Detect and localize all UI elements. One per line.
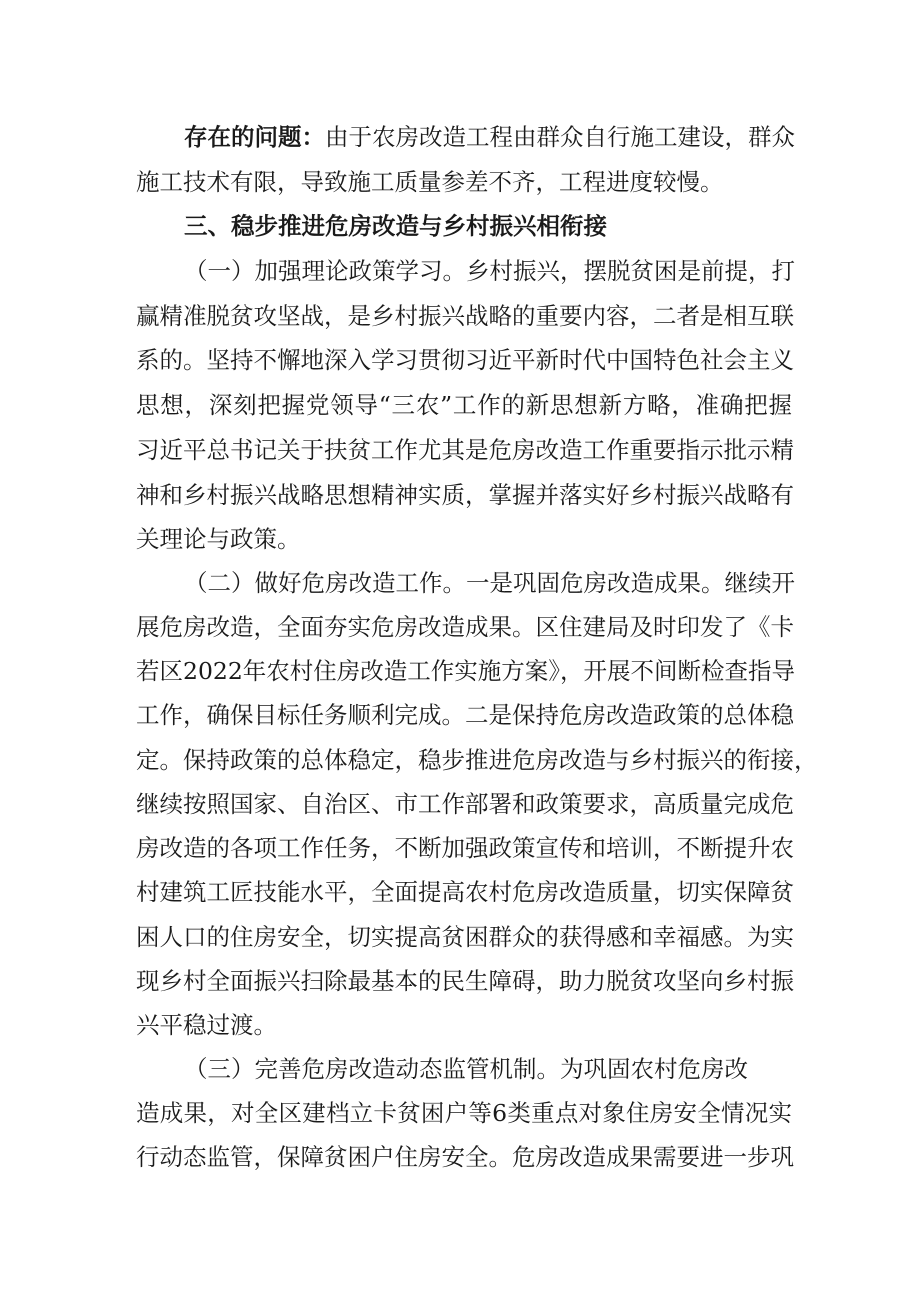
para3-line: 造成果，对全区建档立卡贫困户等6类重点对象住房安全情况实 (136, 1099, 792, 1127)
para2-line: 兴平稳过渡。 (136, 1011, 277, 1039)
section-heading: 三、稳步推进危房改造与乡村振兴相衔接 (184, 212, 607, 240)
para3-line: 行动态监管，保障贫困户住房安全。危房改造成果需要进一步巩 (136, 1143, 794, 1171)
para2-line: 现乡村全面振兴扫除最基本的民生障碍，助力脱贫攻坚向乡村振 (136, 967, 794, 995)
para1-line: 系的。坚持不懈地深入学习贯彻习近平新时代中国特色社会主义 (136, 346, 794, 374)
para2-line: 展危房改造，全面夯实危房改造成果。区住建局及时印发了《卡 (136, 613, 794, 641)
para1-line: 习近平总书记关于扶贫工作尤其是危房改造工作重要指示批示精 (136, 436, 794, 464)
para2-line: 若区2022年农村住房改造工作实施方案》，开展不间断检查指导 (136, 657, 796, 685)
para2-line: （二）做好危房改造工作。一是巩固危房改造成果。继续开 (184, 569, 795, 597)
para2-line: 继续按照国家、自治区、市工作部署和政策要求，高质量完成危 (136, 790, 794, 818)
para1-line: 关理论与政策。 (136, 525, 301, 553)
para2-line: 定。保持政策的总体稳定，稳步推进危房改造与乡村振兴的衔接， (136, 746, 818, 774)
problem-line-2: 施工技术有限，导致施工质量参差不齐，工程进度较慢。 (136, 168, 724, 196)
para1-line: 思想，深刻把握党领导“三农”工作的新思想新方略，准确把握 (136, 391, 792, 419)
para1-line: 赢精准脱贫攻坚战，是乡村振兴战略的重要内容，二者是相互联 (136, 302, 794, 330)
problem-text: 由于农房改造工程由群众自行施工建设，群众 (325, 123, 795, 151)
para1-line: （一）加强理论政策学习。乡村振兴，摆脱贫困是前提，打 (184, 257, 795, 285)
para1-line: 神和乡村振兴战略思想精神实质，掌握并落实好乡村振兴战略有 (136, 481, 794, 509)
para2-line: 工作，确保目标任务顺利完成。二是保持危房改造政策的总体稳 (136, 701, 794, 729)
para2-line: 困人口的住房安全，切实提高贫困群众的获得感和幸福感。为实 (136, 923, 794, 951)
para3-line: （三）完善危房改造动态监管机制。为巩固农村危房改 (184, 1055, 748, 1083)
problem-label: 存在的问题： (184, 123, 325, 151)
para2-line: 房改造的各项工作任务，不断加强政策宣传和培训，不断提升农 (136, 834, 794, 862)
problem-line-1 (184, 122, 795, 152)
para2-line: 村建筑工匠技能水平，全面提高农村危房改造质量，切实保障贫 (136, 878, 794, 906)
